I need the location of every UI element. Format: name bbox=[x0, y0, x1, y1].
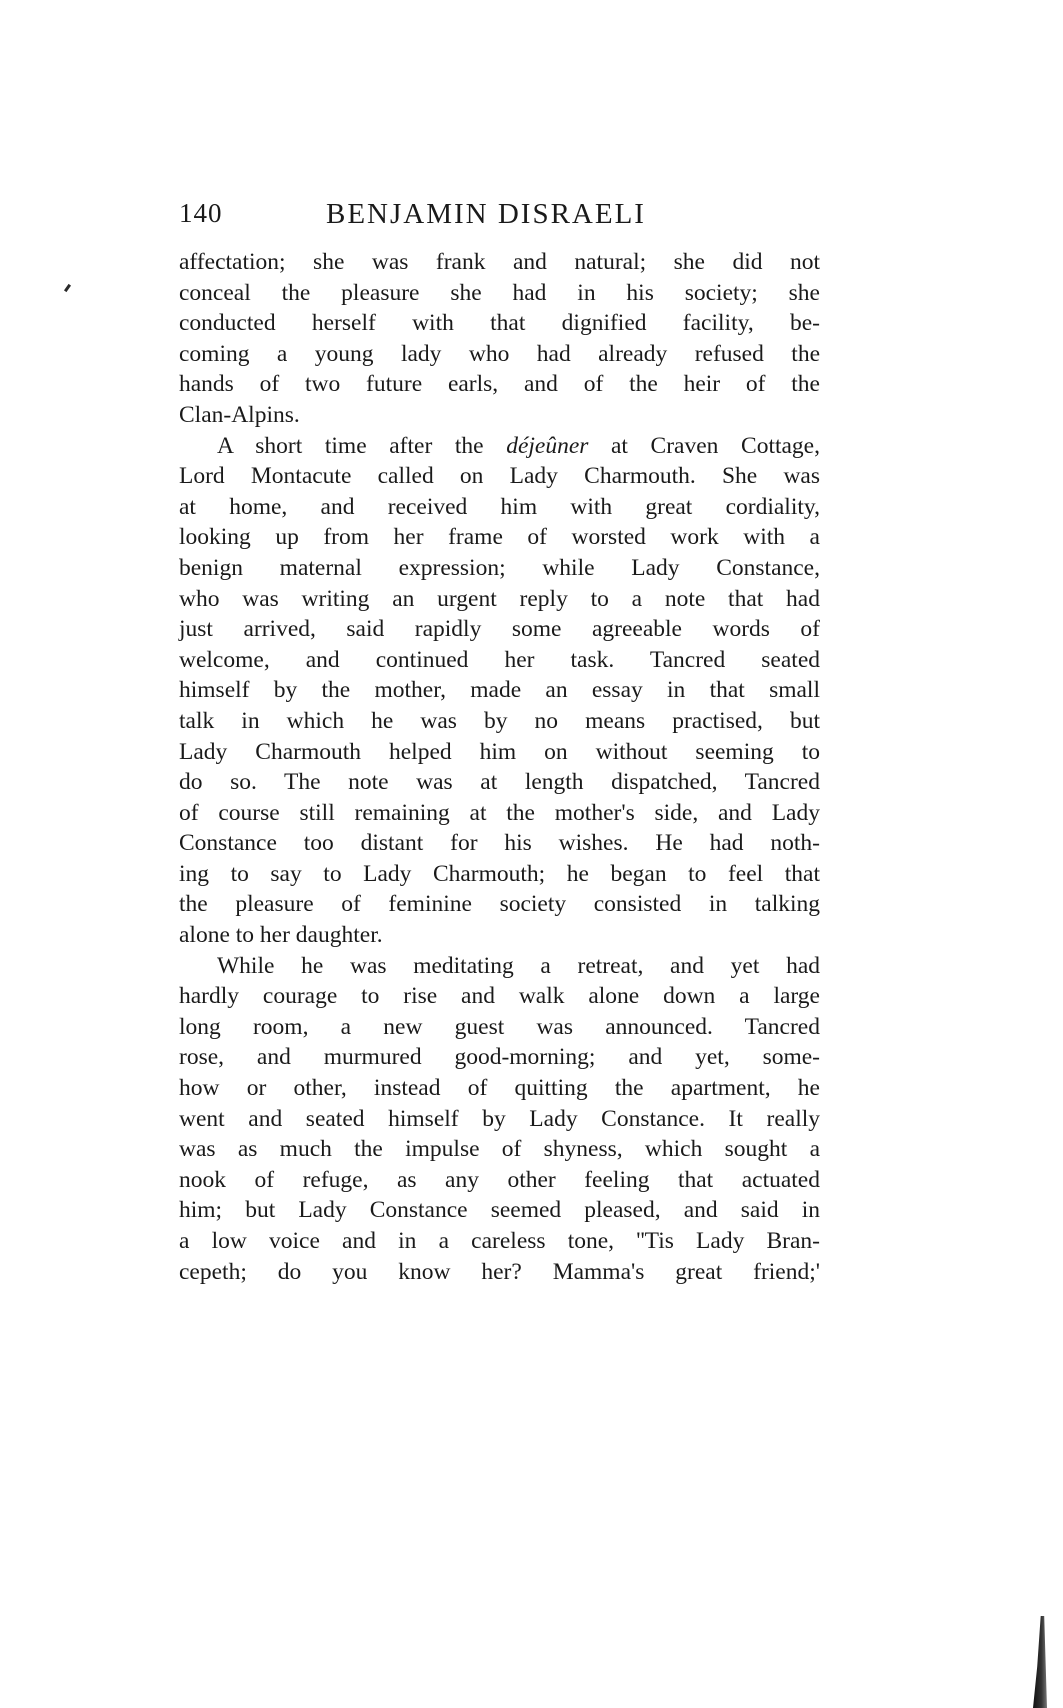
text-line-25: hardly courage to rise and walk alone down a large bbox=[179, 983, 820, 1010]
text-line-6: Clan-Alpins. bbox=[179, 401, 300, 428]
page-number: 140 bbox=[179, 198, 223, 228]
text-line-32: him; but Lady Constance seemed pleased, and said in bbox=[179, 1197, 820, 1224]
text-line-17: Lady Charmouth helped him on without seeming to bbox=[179, 738, 820, 765]
text-line-7 bbox=[179, 431, 820, 462]
text-line-19: of course still remaining at the mother's side, and Lady bbox=[179, 799, 820, 826]
text-line-16: talk in which he was by no means practised, but bbox=[179, 707, 820, 734]
text-line-8: Lord Montacute called on Lady Charmouth. She was bbox=[179, 463, 820, 490]
text-line-34: cepeth; do you know her? Mamma's great friend;' bbox=[179, 1258, 820, 1285]
page-header bbox=[179, 198, 820, 242]
text-line-30: was as much the impulse of shyness, which sought a bbox=[179, 1136, 820, 1163]
text-line-3: conducted herself with that dignified facility, be- bbox=[179, 310, 820, 337]
text-line-15: himself by the mother, made an essay in that small bbox=[179, 677, 820, 704]
stray-ink-mark bbox=[64, 284, 71, 292]
text-line-4: coming a young lady who had already refused the bbox=[179, 340, 820, 367]
line7-after: at Craven Cottage, bbox=[588, 432, 820, 459]
text-line-9: at home, and received him with great cordiality, bbox=[179, 493, 820, 520]
text-line-31: nook of refuge, as any other feeling that actuated bbox=[179, 1166, 820, 1193]
text-line-28: how or other, instead of quitting the apartment, he bbox=[179, 1075, 820, 1102]
text-line-14: welcome, and continued her task. Tancred seated bbox=[179, 646, 820, 673]
text-line-21: ing to say to Lady Charmouth; he began to feel that bbox=[179, 860, 820, 887]
text-line-5: hands of two future earls, and of the heir of the bbox=[179, 371, 820, 398]
text-line-12: who was writing an urgent reply to a note that had bbox=[179, 585, 820, 612]
text-line-33: a low voice and in a careless tone, ''Tis Lady Bran- bbox=[179, 1228, 820, 1254]
running-head: BENJAMIN DISRAELI bbox=[326, 198, 646, 230]
text-line-10: looking up from her frame of worsted work with a bbox=[179, 524, 820, 551]
text-line-22: the pleasure of feminine society consisted in talking bbox=[179, 891, 820, 918]
text-line-13: just arrived, said rapidly some agreeable words of bbox=[179, 616, 820, 643]
text-line-2: conceal the pleasure she had in his society; she bbox=[179, 279, 820, 306]
text-line-18: do so. The note was at length dispatched, Tancred bbox=[179, 769, 820, 796]
page-edge-mark bbox=[1033, 1616, 1047, 1708]
text-line-20: Constance too distant for his wishes. He had noth- bbox=[179, 830, 820, 857]
body-text bbox=[179, 247, 820, 1287]
text-line-1: affectation; she was frank and natural; she did not bbox=[179, 249, 820, 275]
text-line-29: went and seated himself by Lady Constance. It really bbox=[179, 1105, 820, 1132]
line7-before: A short time after the bbox=[217, 432, 507, 459]
text-line-23: alone to her daughter. bbox=[179, 922, 383, 949]
text-line-11: benign maternal expression; while Lady Constance, bbox=[179, 554, 820, 581]
foreign-word: déjeûner bbox=[506, 432, 589, 459]
text-line-27: rose, and murmured good-morning; and yet, some- bbox=[179, 1044, 820, 1071]
text-line-26: long room, a new guest was announced. Tancred bbox=[179, 1013, 820, 1040]
text-line-24: While he was meditating a retreat, and yet had bbox=[217, 952, 820, 979]
